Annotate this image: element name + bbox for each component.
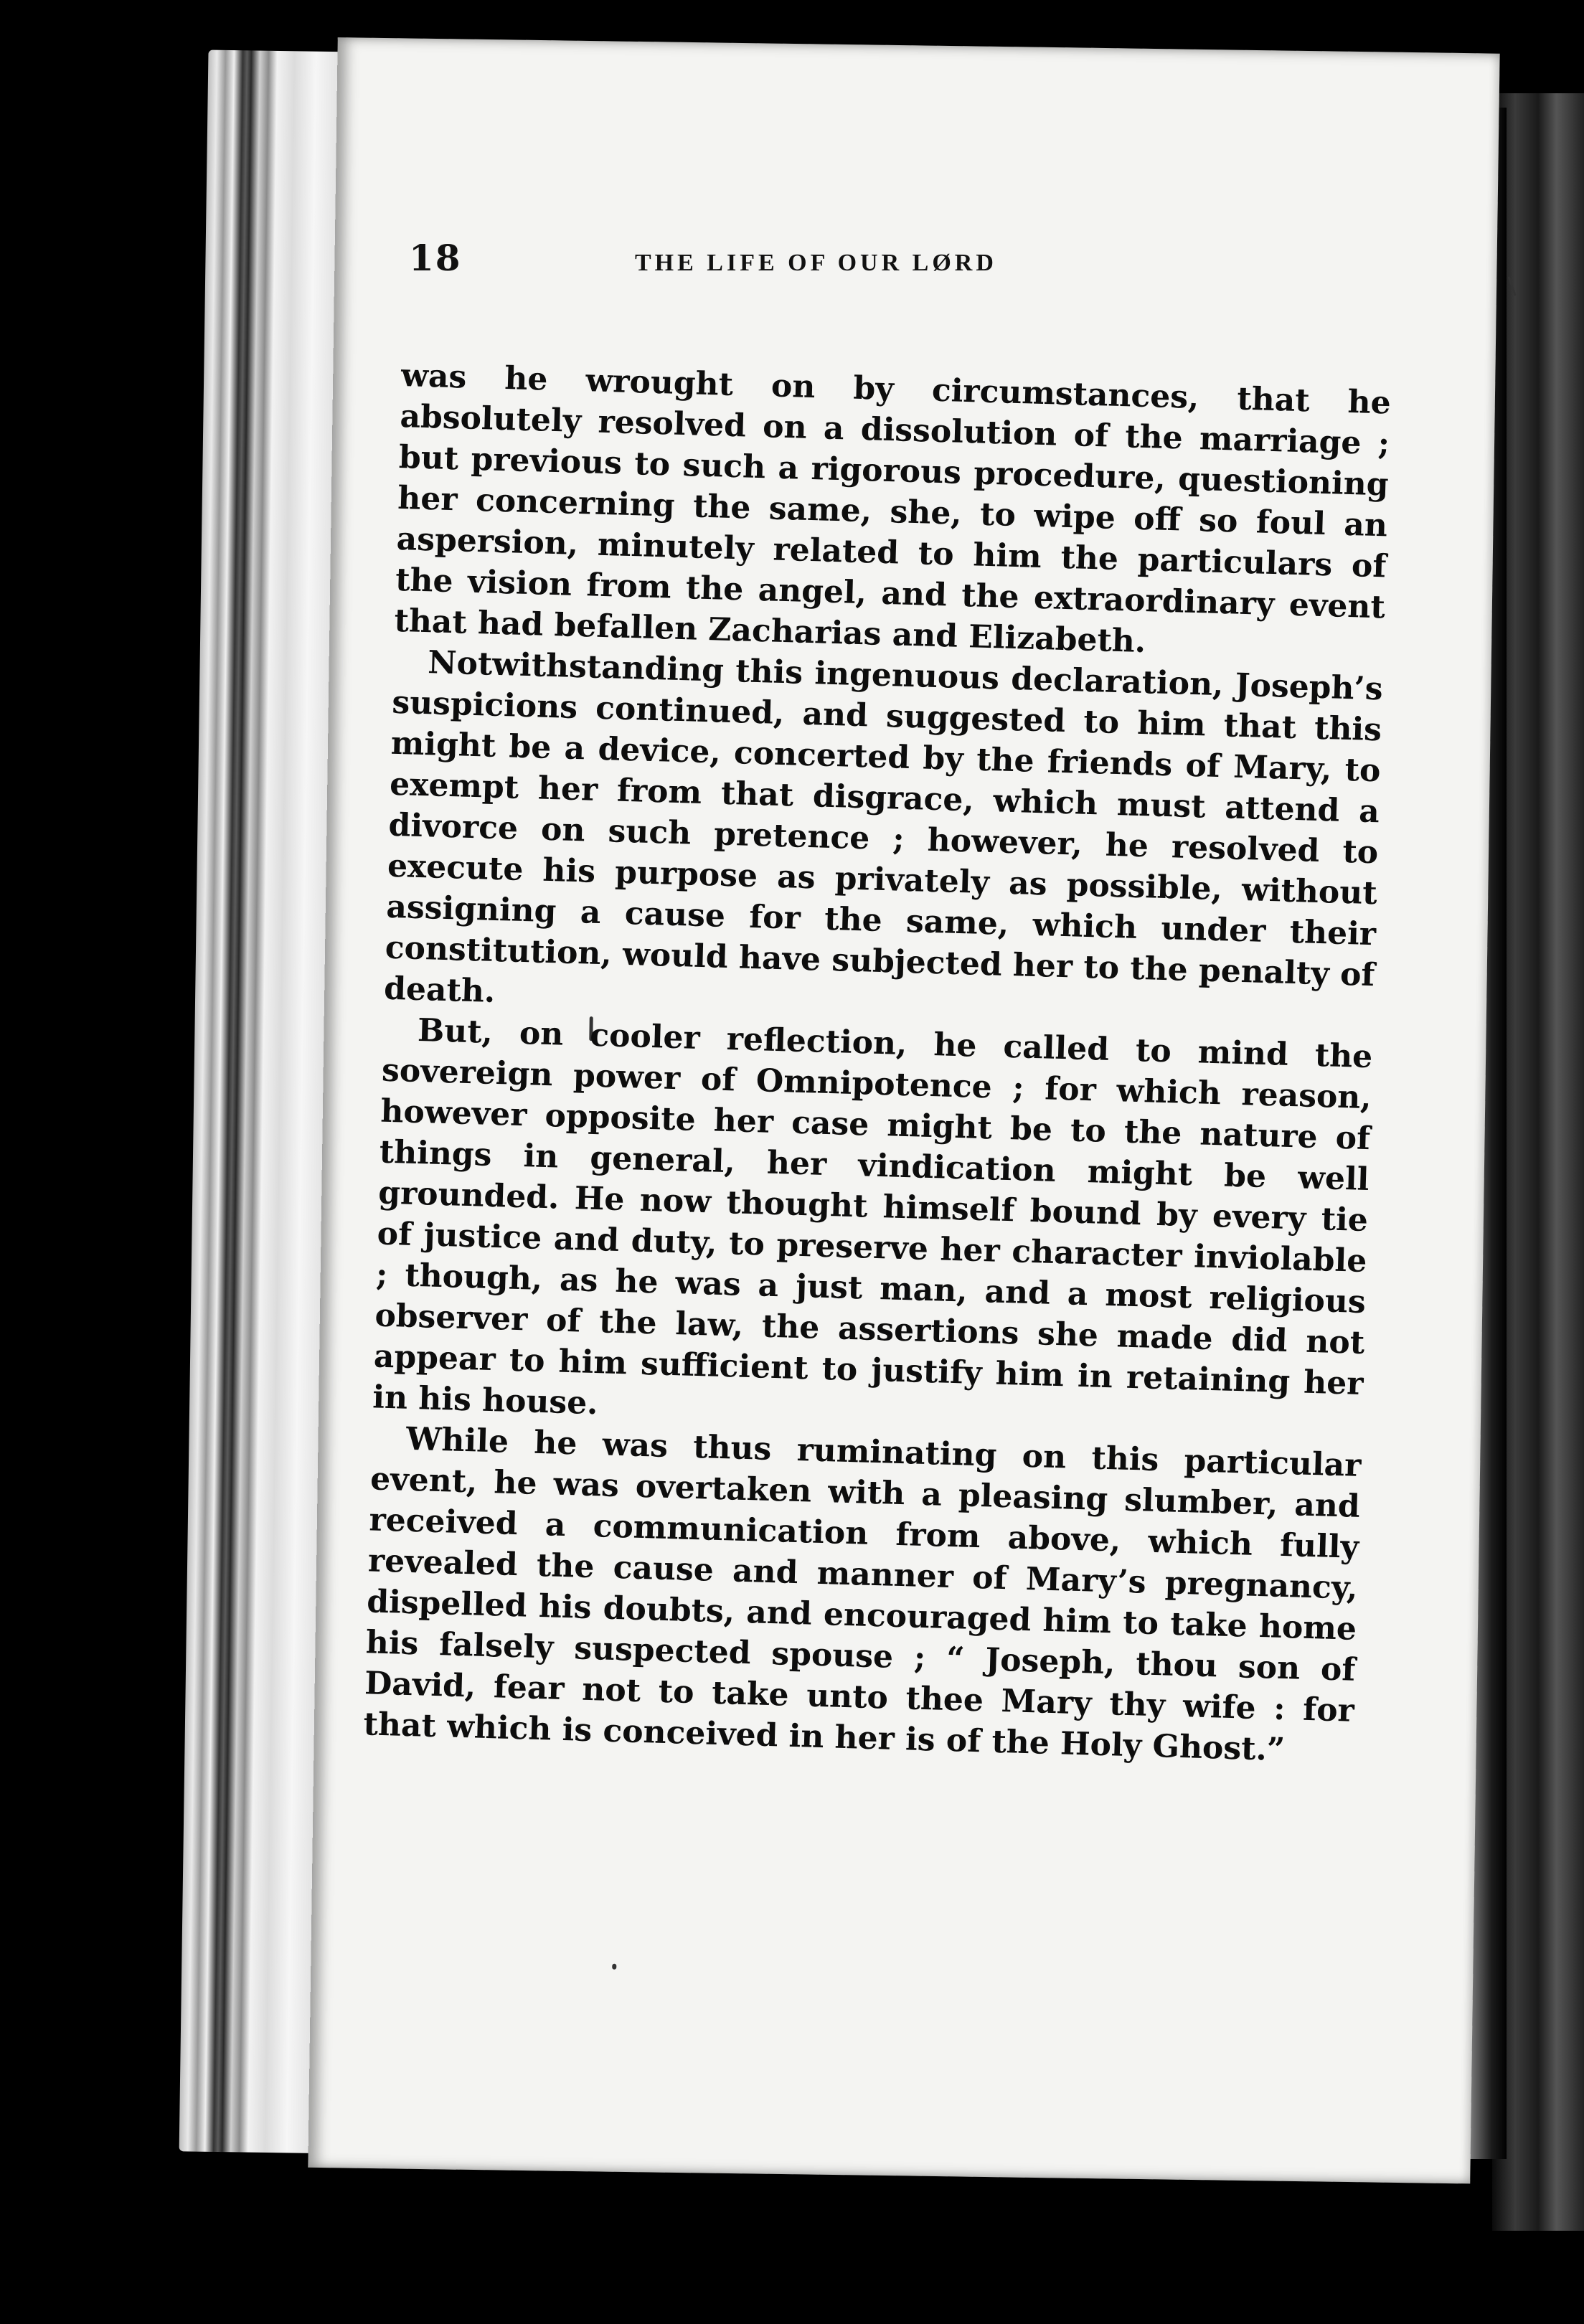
running-title: THE LIFE OF OUR LØRD (635, 250, 997, 276)
paragraph: But, on cooler reflection, he called to mind the sovereign power of Omnipotence ; for which reason, however opposite her case might be to the nature of things in general, her vindication might be well grounded. He now thought himself bound by every tie of justice and duty, to preserve her character inviolable ; though, as he was a just man, and a most religious observer of the law, the assertions she made did not appear to him sufficient to justify him in retaining her in his house. (372, 1011, 1373, 1422)
body-text (363, 355, 1392, 1772)
running-head (409, 237, 1126, 294)
paragraph: While he was thus ruminating on this particular event, he was overtaken with a pleasing slumber, and received a communication from above, which fully revealed the cause and manner of Mary’s pregnancy, dispelled his doubts, and encouraged him to take home his falsely suspected spouse ; “ Joseph, thou son of David, fear not to take unto thee Mary thy wife : for that which is conceived in her is of the Holy Ghost.” (362, 1420, 1362, 1769)
paragraph: was he wrought on by circumstances, that he absolutely resolved on a dissolution of the marriage ; but previous to such a rigorous procedure, questioning her concerning the same, she, to wipe off so foul an aspersion, minutely related to him the particulars of the vision from the angel, and the extraordinary event that had befallen Zacharias and Elizabeth. (393, 356, 1392, 661)
page-number: 18 (409, 237, 462, 279)
paper-speck (612, 1964, 616, 1970)
paragraph: Notwithstanding this ingenuous declaration, Joseph’s suspicions continued, and suggested to him that this might be a device, concerted by the friends of Mary, to exempt her from that disgrace, which must attend a divorce on such pretence ; however, he resolved to execute his purpose as privately as possible, without assigning a cause for the same, which under their constitution, would have subjected her to the penalty of death. (383, 644, 1384, 1010)
